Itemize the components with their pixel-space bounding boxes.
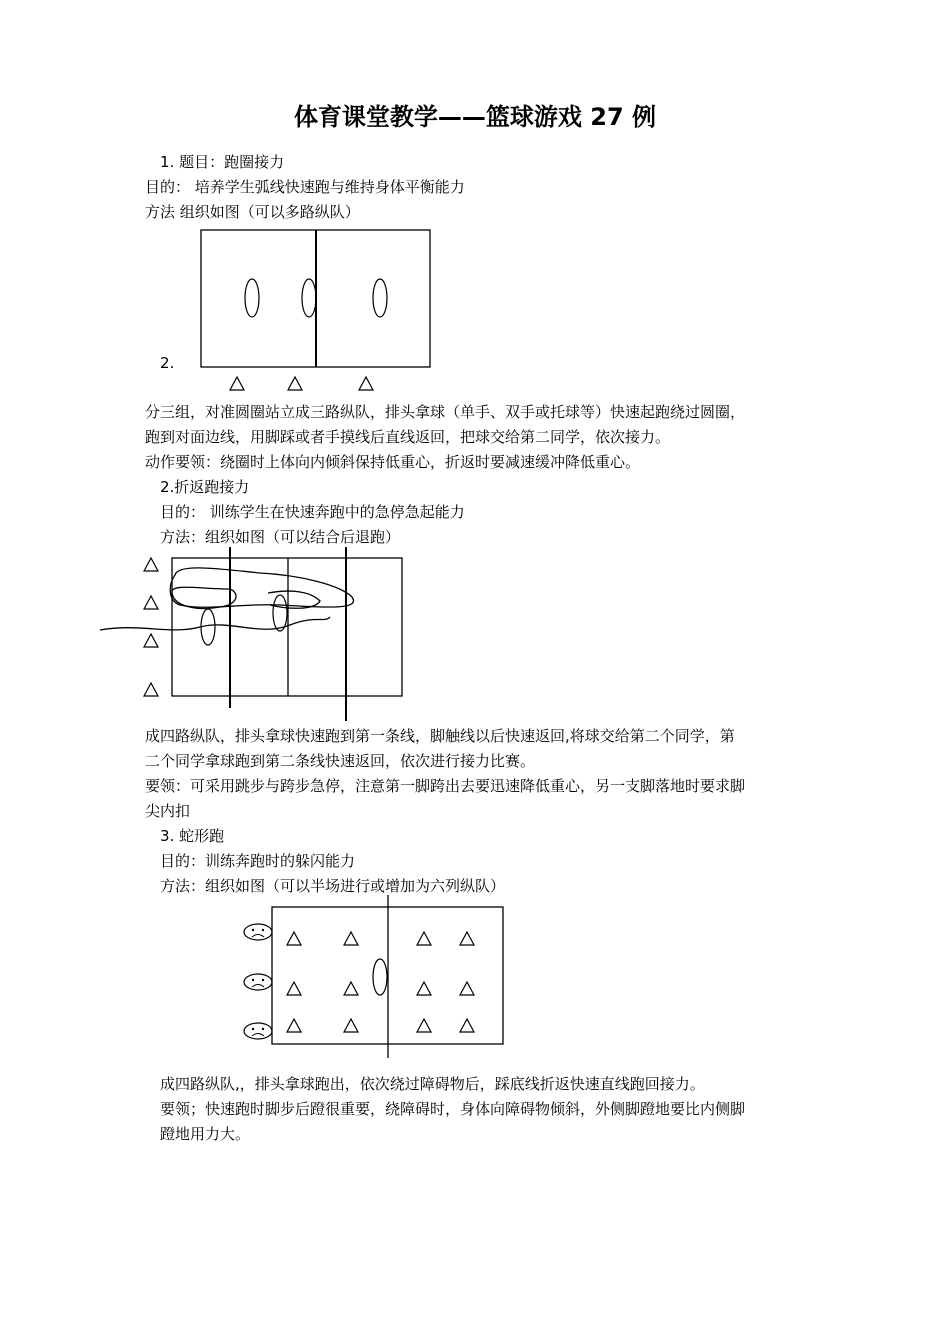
obstacle-triangle: [417, 1019, 431, 1032]
circle-marker: [373, 279, 387, 317]
circle-marker: [302, 279, 316, 317]
circle-marker: [201, 609, 215, 645]
obstacle-triangle: [460, 932, 474, 945]
player-triangle: [144, 683, 158, 696]
obstacle-triangle: [287, 932, 301, 945]
game2-key-line1: 要领：可采用跳步与跨步急停，注意第一脚跨出去要迅速降低重心，另一支脚落地时要求脚: [145, 777, 746, 795]
game2-purpose: 目的： 训练学生在快速奔跑中的急停急起能力: [160, 503, 465, 521]
player-triangle: [359, 377, 373, 390]
game2-desc-line2: 二个同学拿球跑到第二条线快速返回，依次进行接力比赛。: [145, 752, 536, 770]
game3-method: 方法：组织如图（可以半场进行或增加为六列纵队）: [160, 877, 506, 895]
game2-desc-line1: 成四路纵队，排头拿球快速跑到第一条线，脚触线以后快速返回,将球交给第二个同学，第: [145, 727, 735, 745]
game1-method: 方法 组织如图（可以多路纵队）: [145, 203, 360, 221]
obstacle-triangle: [460, 1019, 474, 1032]
player-triangle: [144, 596, 158, 609]
obstacle-triangle: [460, 982, 474, 995]
game2-method: 方法：组织如图（可以结合后退跑）: [160, 528, 401, 546]
game1-purpose: 目的： 培养学生弧线快速跑与维持身体平衡能力: [145, 178, 465, 196]
obstacle-triangle: [287, 982, 301, 995]
game3-purpose: 目的：训练奔跑时的躲闪能力: [160, 852, 356, 870]
game3-heading: 3. 蛇形跑: [160, 827, 225, 845]
sad-face-icon: [244, 1023, 272, 1039]
circle-marker: [245, 279, 259, 317]
game1-desc-line2: 跑到对面边线，用脚踩或者手摸线后直线返回，把球交给第二同学，依次接力。: [145, 428, 671, 446]
player-triangle: [230, 377, 244, 390]
obstacle-triangle: [417, 932, 431, 945]
court-outline: [172, 558, 402, 696]
game2-key-line2: 尖内扣: [145, 802, 191, 820]
sad-face-icon: [244, 974, 272, 990]
circle-marker: [373, 959, 387, 995]
player-triangle: [144, 634, 158, 647]
diagram-shuttle-run-relay: [100, 545, 420, 725]
obstacle-triangle: [287, 1019, 301, 1032]
sad-face-icon: [244, 924, 272, 940]
player-triangle: [288, 377, 302, 390]
game1-figure-label: 2.: [160, 354, 175, 372]
game1-heading: 1. 题目：跑圈接力: [160, 153, 285, 171]
game1-desc-line1: 分三组，对准圆圈站立成三路纵队，排头拿球（单手、双手或托球等）快速起跑绕过圆圈，: [145, 403, 746, 421]
diagram-snake-run: [240, 895, 510, 1060]
obstacle-triangle: [417, 982, 431, 995]
game1-key-points: 动作要领：绕圈时上体向内倾斜保持低重心，折返时要减速缓冲降低重心。: [145, 453, 641, 471]
circle-marker: [273, 595, 287, 631]
game3-key-line1: 要领；快速跑时脚步后蹬很重要，绕障碍时，身体向障碍物倾斜，外侧脚蹬地要比内侧脚: [160, 1100, 746, 1118]
page-title: 体育课堂教学——篮球游戏 27 例: [293, 103, 657, 131]
player-triangle: [144, 558, 158, 571]
obstacle-triangle: [344, 1019, 358, 1032]
game2-heading: 2.折返跑接力: [160, 478, 250, 496]
obstacle-triangle: [344, 982, 358, 995]
diagram-running-circle-relay: [190, 225, 450, 400]
game3-key-line2: 蹬地用力大。: [160, 1125, 251, 1143]
obstacle-triangle: [344, 932, 358, 945]
game3-desc: 成四路纵队,，排头拿球跑出，依次绕过障碍物后，踩底线折返快速直线跑回接力。: [160, 1075, 705, 1093]
